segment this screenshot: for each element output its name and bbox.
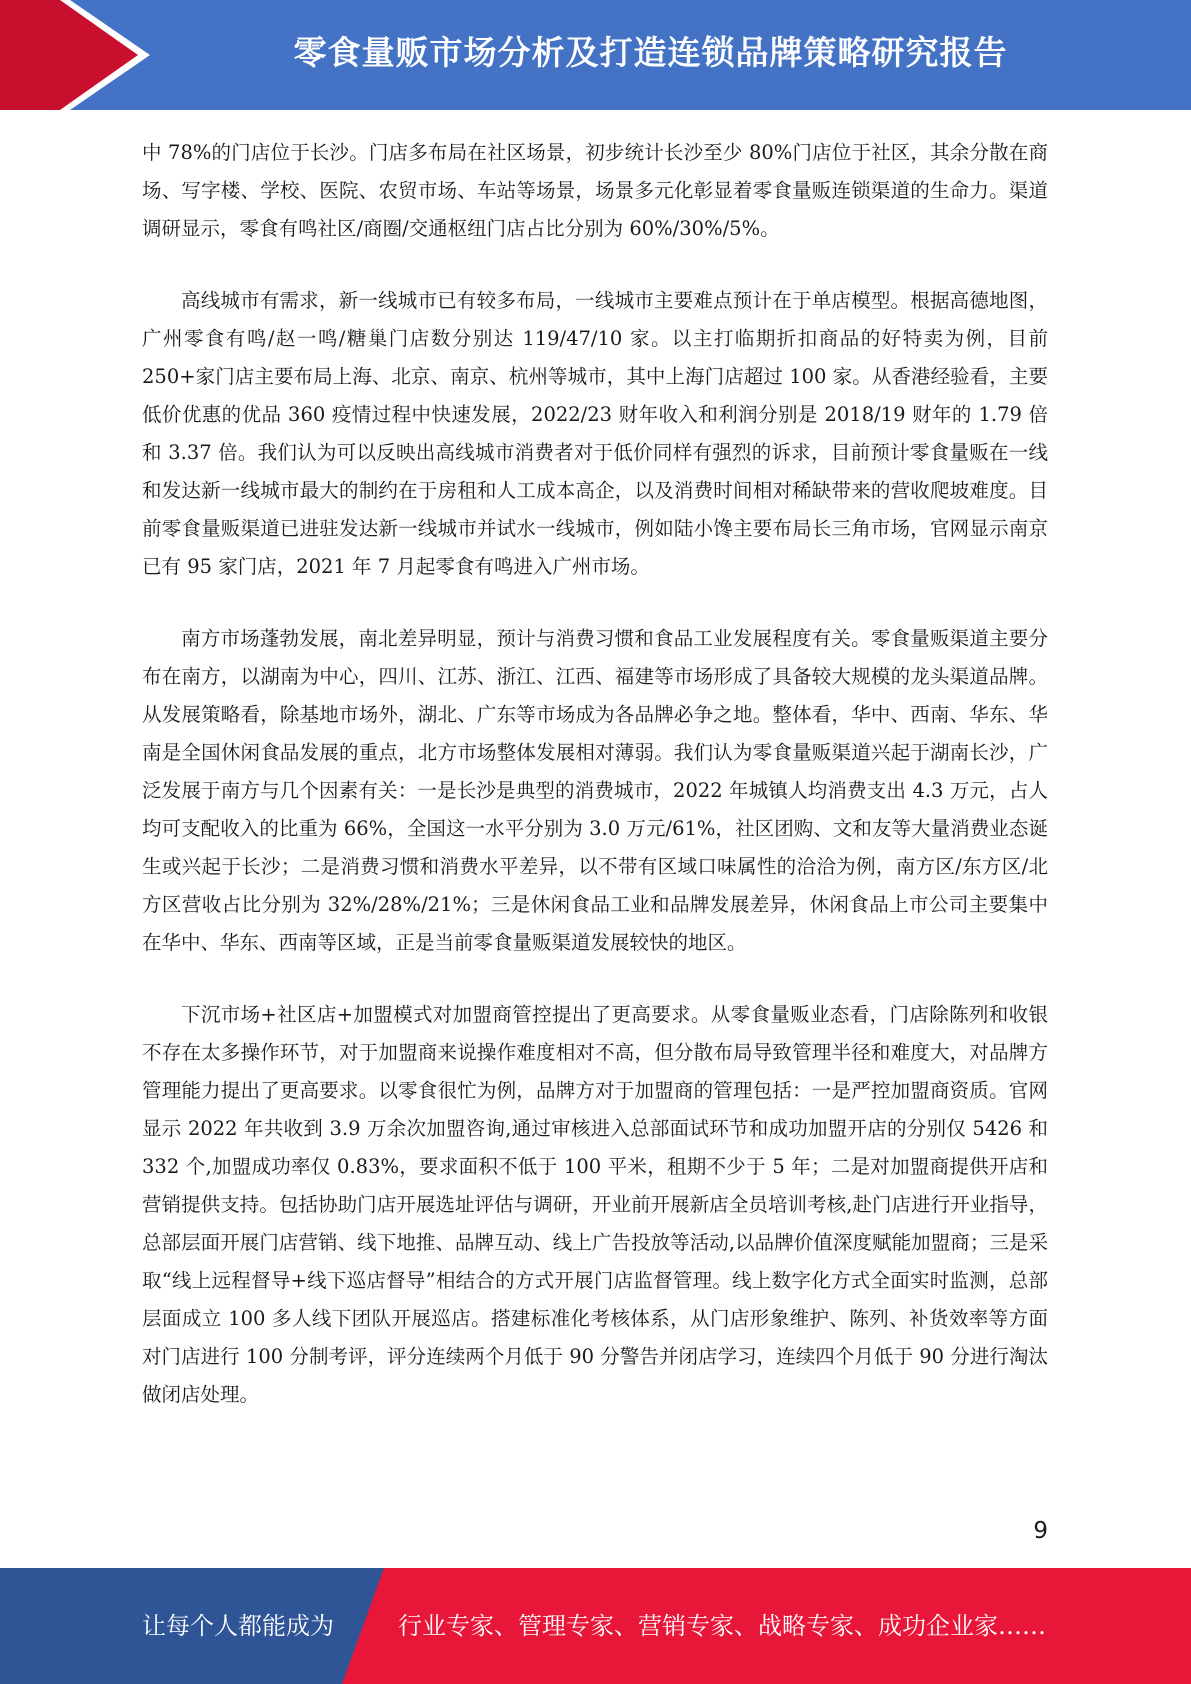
paragraph-continued: 中 78%的门店位于长沙。门店多布局在社区场景，初步统计长沙至少 80%门店位于社区，其余分散在商场、写字楼、学校、医院、农贸市场、车站等场景，场景多元化彰显着零食量贩连锁渠道的生命力。渠道调研显示，零食有鸣社区/商圈/交通枢纽门店占比分别为 60%/30%/5%。: [142, 141, 1048, 240]
footer-slogan-left: 让每个人都能成为: [142, 1612, 334, 1640]
paragraph-high-tier-cities: 高线城市有需求，新一线城市已有较多布局，一线城市主要难点预计在于单店模型。根据高德地图，广州零食有鸣/赵一鸣/糖巢门店数分别达 119/47/10 家。以主打临期折扣商品的好特卖为例，目前 250+家门店主要布局上海、北京、南京、杭州等城市，其中上海门店超过 100 家。从香港经验看，主要低价优惠的优品 360 疫情过程中快速发展，2022/23 财年收入和利润分别是 2018/19 财年的 1.79 倍和 3.37 倍。我们认为可以反映出高线城市消费者对于低价同样有强烈的诉求，目前预计零食量贩在一线和发达新一线城市最大的制约在于房租和人工成本高企，以及消费时间相对稀缺带来的营收爬坡难度。目前零食量贩渠道已进驻发达新一线城市并试水一线城市，例如陆小馋主要布局长三角市场，官网显示南京已有 95 家门店，2021 年 7 月起零食有鸣进入广州市场。: [142, 289, 1048, 578]
page-header: [0, 0, 1191, 110]
footer-slogan-right: 行业专家、管理专家、营销专家、战略专家、成功企业家……: [398, 1612, 1046, 1640]
report-body: [142, 134, 1048, 1448]
paragraph-southern-market: 南方市场蓬勃发展，南北差异明显，预计与消费习惯和食品工业发展程度有关。零食量贩渠道主要分布在南方，以湖南为中心，四川、江苏、浙江、江西、福建等市场形成了具备较大规模的龙头渠道品牌。从发展策略看，除基地市场外，湖北、广东等市场成为各品牌必争之地。整体看，华中、西南、华东、华南是全国休闲食品发展的重点，北方市场整体发展相对薄弱。我们认为零食量贩渠道兴起于湖南长沙，广泛发展于南方与几个因素有关：一是长沙是典型的消费城市，2022 年城镇人均消费支出 4.3 万元，占人均可支配收入的比重为 66%，全国这一水平分别为 3.0 万元/61%，社区团购、文和友等大量消费业态诞生或兴起于长沙；二是消费习惯和消费水平差异，以不带有区域口味属性的洽洽为例，南方区/东方区/北方区营收占比分别为 32%/28%/21%；三是休闲食品工业和品牌发展差异，休闲食品上市公司主要集中在华中、华东、西南等区域，正是当前零食量贩渠道发展较快的地区。: [142, 627, 1048, 954]
page-number: 9: [1033, 1518, 1048, 1544]
paragraph-franchise-management: 下沉市场+社区店+加盟模式对加盟商管控提出了更高要求。从零食量贩业态看，门店除陈列和收银不存在太多操作环节，对于加盟商来说操作难度相对不高，但分散布局导致管理半径和难度大，对品牌方管理能力提出了更高要求。以零食很忙为例，品牌方对于加盟商的管理包括：一是严控加盟商资质。官网显示 2022 年共收到 3.9 万余次加盟咨询,通过审核进入总部面试环节和成功加盟开店的分别仅 5426 和 332 个,加盟成功率仅 0.83%，要求面积不低于 100 平米，租期不少于 5 年；二是对加盟商提供开店和营销提供支持。包括协助门店开展选址评估与调研，开业前开展新店全员培训考核,赴门店进行开业指导，总部层面开展门店营销、线下地推、品牌互动、线上广告投放等活动,以品牌价值深度赋能加盟商；三是采取“线上远程督导+线下巡店督导”相结合的方式开展门店监督管理。线上数字化方式全面实时监测，总部层面成立 100 多人线下团队开展巡店。搭建标准化考核体系，从门店形象维护、陈列、补货效率等方面对门店进行 100 分制考评，评分连续两个月低于 90 分警告并闭店学习，连续四个月低于 90 分进行淘汰做闭店处理。: [142, 1003, 1048, 1406]
page-title: 零食量贩市场分析及打造连锁品牌策略研究报告: [293, 33, 1008, 72]
page-footer: [0, 1568, 1191, 1684]
